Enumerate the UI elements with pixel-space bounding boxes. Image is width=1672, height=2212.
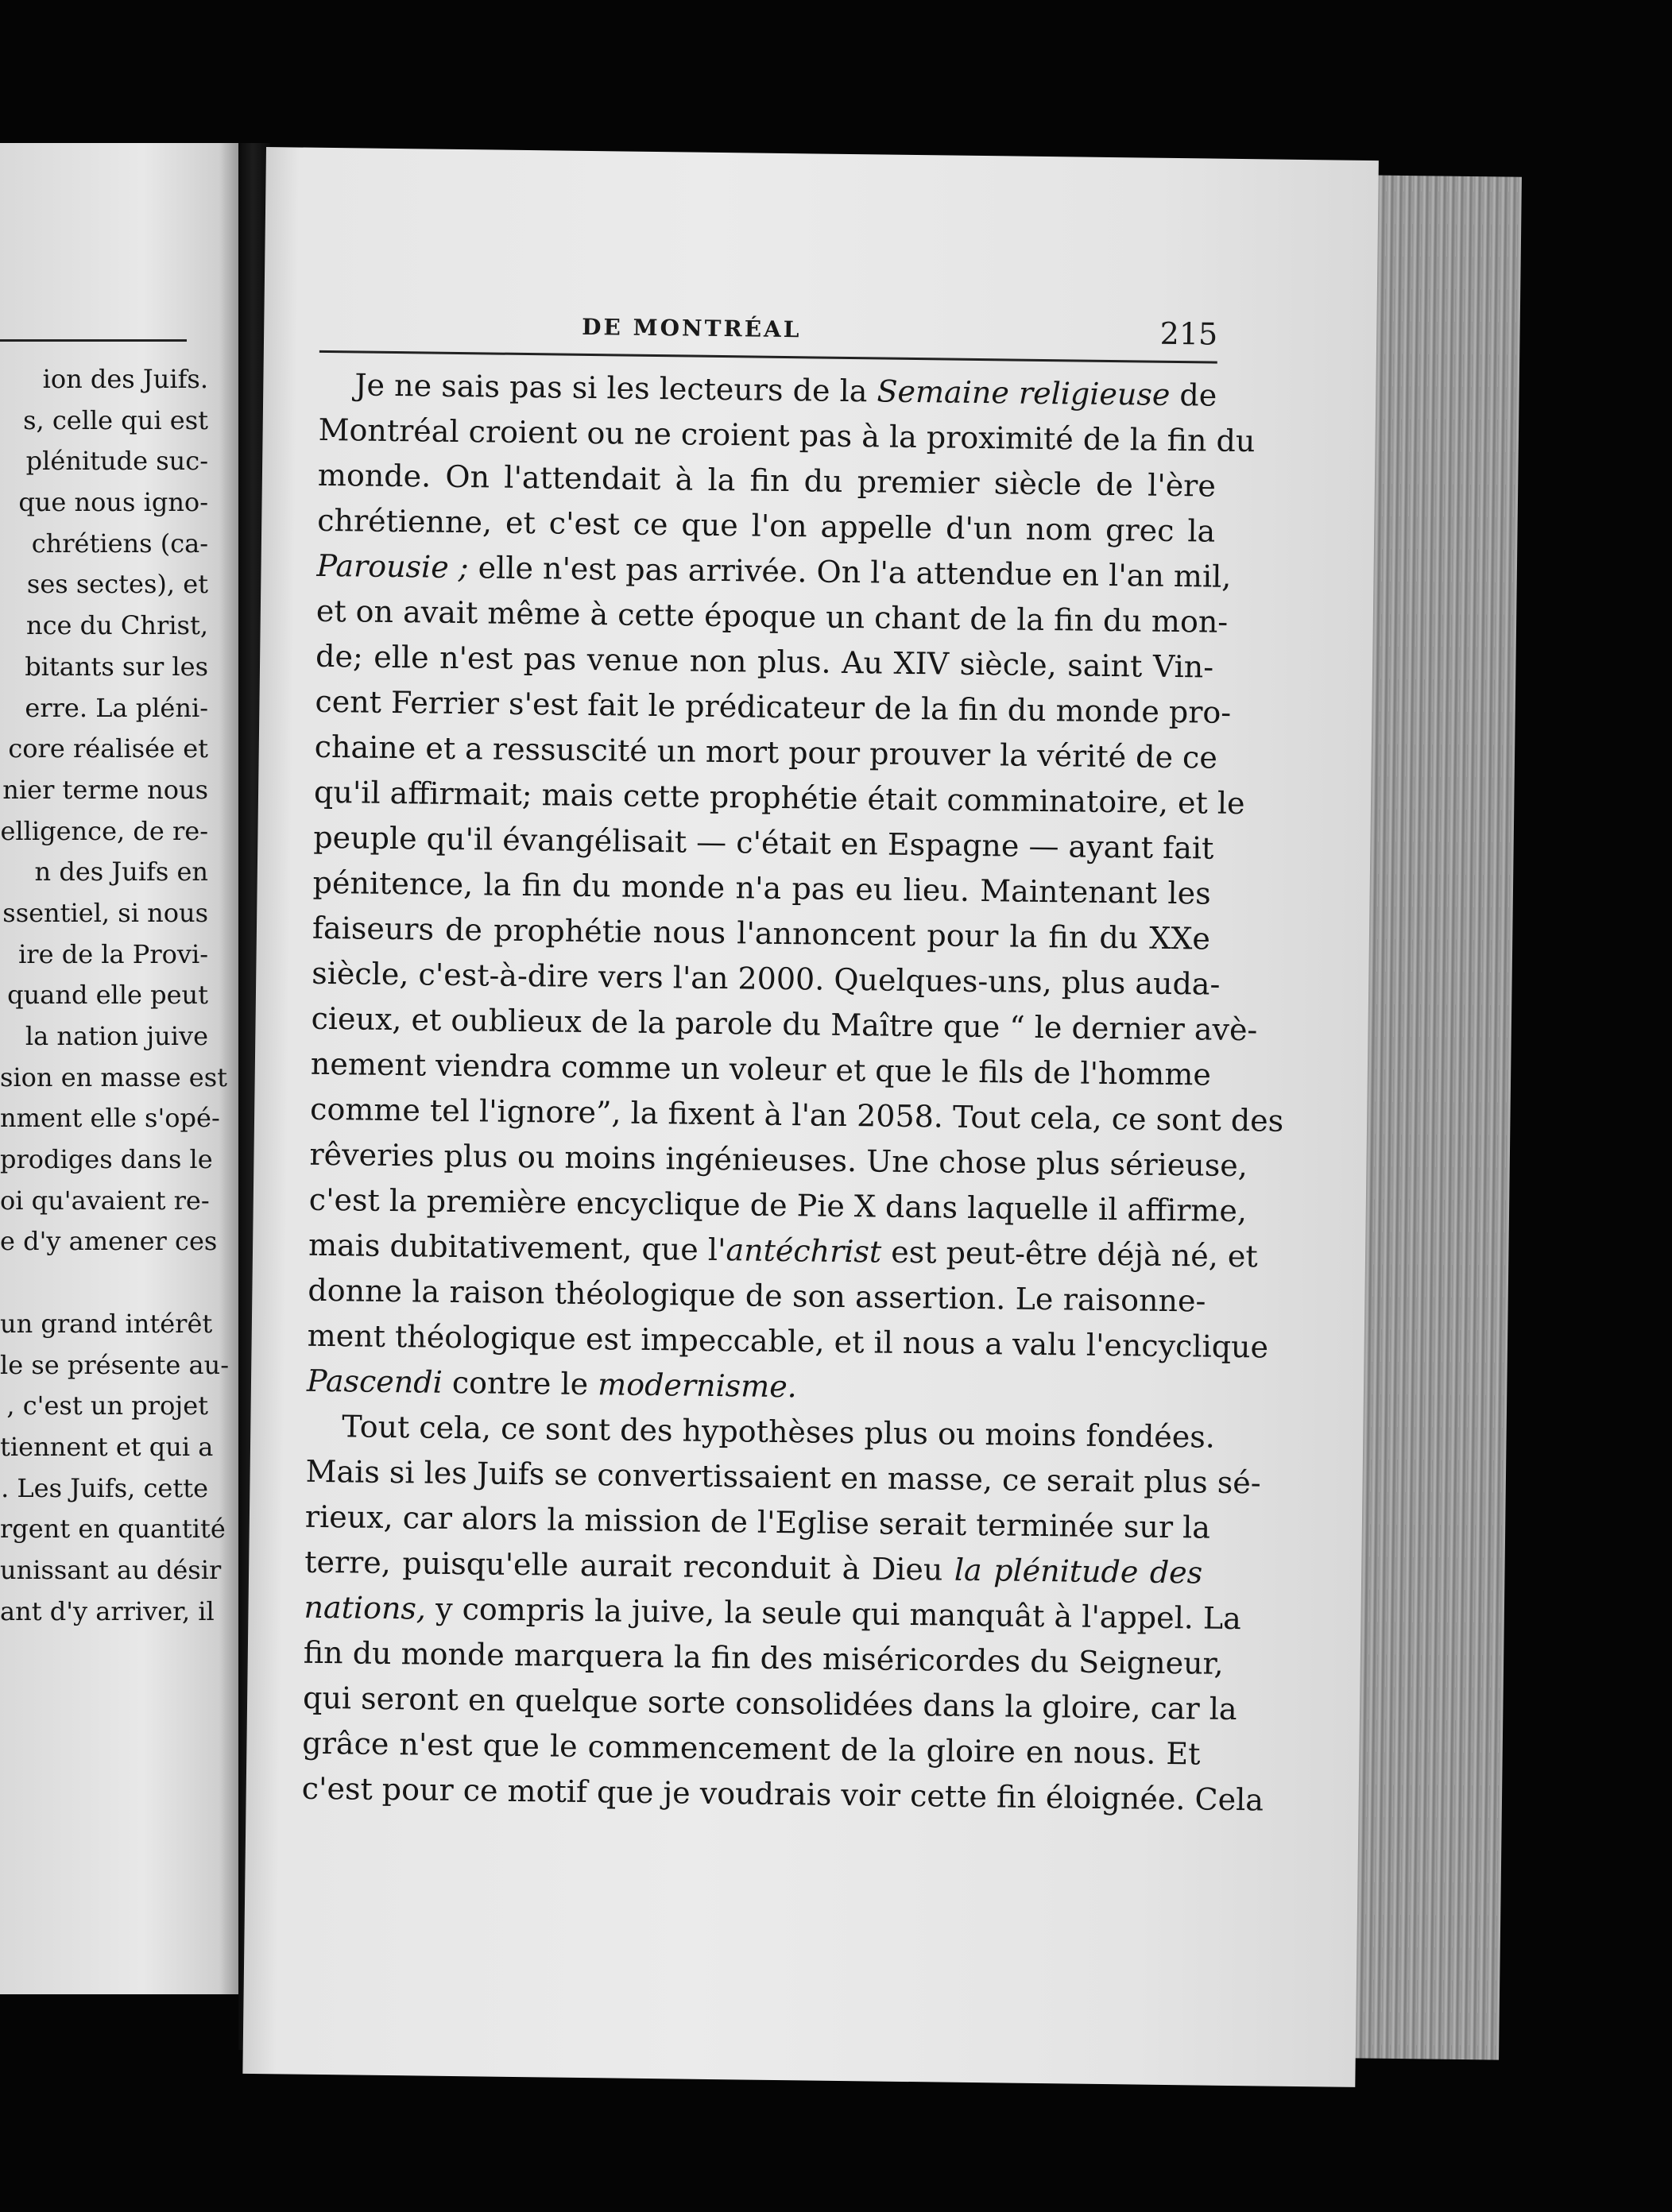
text-run: de; elle n'est pas venue non plus. Au XIV siècle, saint Vin- bbox=[315, 638, 1214, 685]
text-run: grâce n'est que le commencement de la gloire en nous. Et bbox=[302, 1725, 1201, 1772]
left-page-line: sion en masse est bbox=[0, 1062, 228, 1092]
italic-text-run: la plénitude des bbox=[954, 1552, 1203, 1591]
italic-text-run: Semaine religieuse bbox=[877, 373, 1171, 412]
left-page-line: plénitude suc- bbox=[25, 446, 208, 477]
left-page-line bbox=[0, 1263, 238, 1304]
left-page-line: un grand intérêt bbox=[0, 1308, 213, 1339]
text-run: terre, puisqu'elle aurait reconduit à Dieu bbox=[304, 1544, 955, 1587]
italic-text-run: Pascendi bbox=[306, 1363, 443, 1400]
left-page-line: ion des Juifs. bbox=[42, 364, 208, 394]
left-page-line: core réalisée et bbox=[8, 733, 208, 764]
left-page-line: quand elle peut bbox=[7, 980, 208, 1011]
page-number: 215 bbox=[1159, 315, 1218, 352]
text-run: peuple qu'il évangélisait — c'était en Espagne — ayant fait bbox=[313, 819, 1214, 866]
italic-text-run: antéchrist bbox=[726, 1232, 882, 1270]
text-run: qu'il affirmait; mais cette prophétie était comminatoire, et le bbox=[313, 774, 1245, 822]
text-run: est peut-être déjà né, et bbox=[881, 1234, 1258, 1274]
left-page-line: ses sectes), et bbox=[26, 569, 208, 600]
text-run: monde. On l'attendait à la fin du premier siècle de l'ère bbox=[317, 457, 1217, 504]
left-page-line: le se présente au- bbox=[0, 1349, 230, 1380]
text-run: pénitence, la fin du monde n'a pas eu lieu. Maintenant les bbox=[312, 864, 1211, 911]
text-run: mais dubitativement, que l' bbox=[308, 1227, 726, 1268]
left-page-line: nment elle s'opé- bbox=[0, 1103, 220, 1134]
text-run: chrétienne, et c'est ce que l'on appelle d'un nom grec la bbox=[316, 502, 1216, 549]
right-page bbox=[242, 147, 1379, 2087]
text-run: y compris la juive, la seule qui manquât à l'appel. La bbox=[425, 1591, 1242, 1637]
text-run: cieux, et oublieux de la parole du Maître que “ le dernier avè- bbox=[311, 1000, 1258, 1048]
left-page bbox=[0, 143, 238, 1994]
text-run: cent Ferrier s'est fait le prédicateur de la fin du monde pro- bbox=[315, 683, 1232, 730]
left-page-header-rule bbox=[0, 339, 187, 342]
body-text bbox=[301, 362, 1284, 1823]
left-page-line: prodiges dans le bbox=[0, 1144, 213, 1175]
text-run: Montréal croient ou ne croient pas à la proximité de la fin du bbox=[318, 412, 1256, 459]
text-run: nement viendra comme un voleur et que le fils de l'homme bbox=[310, 1046, 1212, 1092]
italic-text-run: Parousie ; bbox=[316, 547, 469, 586]
text-run: c'est pour ce motif que je voudrais voir cette fin éloignée. Cela bbox=[301, 1770, 1264, 1818]
text-run: siècle, c'est-à-dire vers l'an 2000. Quelques-uns, plus auda- bbox=[312, 955, 1221, 1002]
left-page-line: oi qu'avaient re- bbox=[0, 1185, 210, 1216]
left-page-line: bitants sur les bbox=[25, 651, 208, 682]
left-page-line: , c'est un projet bbox=[6, 1390, 208, 1421]
text-run: contre le bbox=[442, 1364, 598, 1402]
left-page-line: chrétiens (ca- bbox=[31, 528, 208, 559]
text-run: Tout cela, ce sont des hypothèses plus ou moins fondées. bbox=[342, 1409, 1216, 1455]
italic-text-run: nations, bbox=[304, 1589, 427, 1626]
text-run: Je ne sais pas si les lecteurs de la bbox=[354, 367, 877, 409]
left-page-line: rgent en quantité bbox=[0, 1514, 226, 1545]
text-run: de bbox=[1170, 377, 1217, 413]
left-page-line: ssentiel, si nous bbox=[2, 897, 208, 928]
left-page-line: nce du Christ, bbox=[26, 610, 208, 641]
text-run: qui seront en quelque sorte consolidées dans la gloire, car la bbox=[302, 1680, 1237, 1727]
text-run: elle n'est pas arrivée. On l'a attendue en l'an mil, bbox=[468, 550, 1232, 594]
left-page-line: unissant au désir bbox=[0, 1554, 222, 1585]
left-page-line: que nous igno- bbox=[18, 487, 208, 518]
left-page-line: la nation juive bbox=[25, 1021, 208, 1051]
left-page-line: nier terme nous bbox=[2, 774, 208, 805]
left-page-line: s, celle qui est bbox=[23, 404, 208, 435]
text-run: c'est la première encyclique de Pie X dans laquelle il affirme, bbox=[308, 1181, 1248, 1229]
text-run: ment théologique est impeccable, et il nous a valu l'encyclique bbox=[307, 1317, 1269, 1365]
left-page-line: elligence, de re- bbox=[0, 815, 208, 846]
left-page-line: . Les Juifs, cette bbox=[1, 1472, 208, 1503]
left-page-line: tiennent et qui a bbox=[0, 1431, 214, 1462]
text-run: chaine et a ressuscité un mort pour prouver la vérité de ce bbox=[314, 729, 1218, 775]
text-run: rieux, car alors la mission de l'Eglise serait terminée sur la bbox=[304, 1499, 1211, 1545]
left-page-line: n des Juifs en bbox=[34, 857, 208, 888]
text-run: rêveries plus ou moins ingénieuses. Une chose plus sérieuse, bbox=[309, 1136, 1248, 1184]
text-run: comme tel l'ignore”, la fixent à l'an 2058. Tout cela, ce sont des bbox=[309, 1091, 1284, 1139]
italic-text-run: modernisme. bbox=[597, 1367, 798, 1405]
left-page-line: ire de la Provi- bbox=[18, 938, 208, 969]
running-head: DE MONTRÉAL bbox=[582, 313, 802, 343]
left-page-text bbox=[0, 359, 238, 1632]
left-page-line: e d'y amener ces bbox=[0, 1226, 218, 1257]
text-run: et on avait même à cette époque un chant de la fin du mon- bbox=[315, 593, 1229, 640]
left-page-line: ant d'y arriver, il bbox=[0, 1595, 215, 1626]
text-run: fin du monde marquera la fin des miséricordes du Seigneur, bbox=[303, 1634, 1224, 1681]
text-run: Mais si les Juifs se convertissaient en masse, ce serait plus sé- bbox=[305, 1453, 1261, 1501]
text-run: faiseurs de prophétie nous l'annoncent pour la fin du XXe bbox=[312, 910, 1211, 957]
text-run: donne la raison théologique de son assertion. Le raisonne- bbox=[308, 1272, 1206, 1319]
left-page-line: erre. La pléni- bbox=[25, 692, 208, 723]
